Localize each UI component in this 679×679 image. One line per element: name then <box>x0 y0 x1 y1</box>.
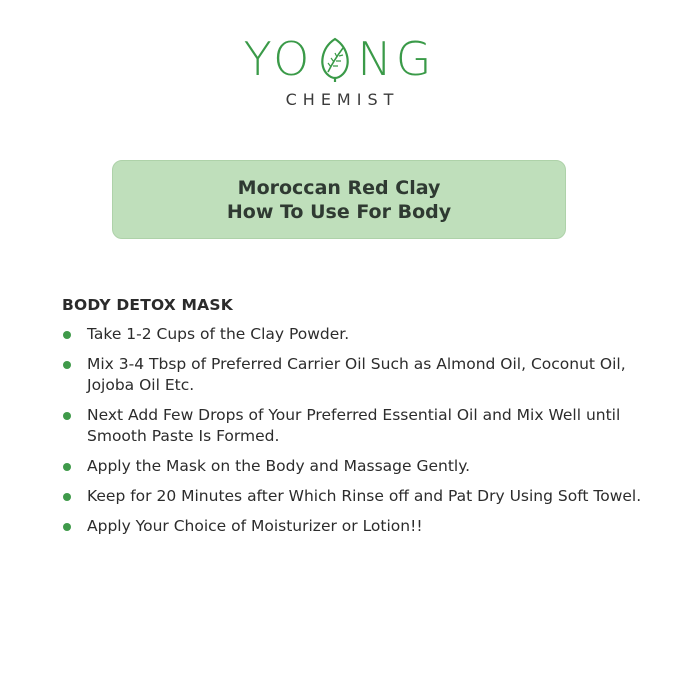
bullet-icon <box>63 361 71 369</box>
list-item <box>62 354 652 396</box>
section-heading: BODY DETOX MASK <box>62 296 233 314</box>
list-item <box>62 456 652 477</box>
step-text: Take 1-2 Cups of the Clay Powder. <box>87 325 350 343</box>
brand-wordmark <box>0 34 679 84</box>
brand-logo <box>0 34 679 109</box>
list-item <box>62 405 652 447</box>
brand-name-right: NG <box>357 32 436 86</box>
title-line-2: How To Use For Body <box>226 200 452 223</box>
step-text: Apply Your Choice of Moisturizer or Lotion!! <box>87 517 423 535</box>
bullet-icon <box>63 463 71 471</box>
bullet-icon <box>63 331 71 339</box>
title-line-1: Moroccan Red Clay <box>237 176 441 199</box>
title-banner <box>112 160 566 239</box>
step-text: Keep for 20 Minutes after Which Rinse off and Pat Dry Using Soft Towel. <box>87 487 642 505</box>
brand-name-left: YO <box>243 32 314 86</box>
bullet-icon <box>63 523 71 531</box>
list-item <box>62 324 652 345</box>
steps-list <box>62 324 652 537</box>
step-text: Apply the Mask on the Body and Massage Gently. <box>87 457 471 475</box>
brand-subtitle: CHEMIST <box>285 90 400 109</box>
list-item <box>62 516 652 537</box>
bullet-icon <box>63 412 71 420</box>
instructions-section <box>62 296 652 546</box>
step-text: Next Add Few Drops of Your Preferred Essential Oil and Mix Well until Smooth Paste Is Formed. <box>87 406 621 445</box>
bullet-icon <box>63 493 71 501</box>
list-item <box>62 486 652 507</box>
step-text: Mix 3-4 Tbsp of Preferred Carrier Oil Such as Almond Oil, Coconut Oil, Jojoba Oil Etc. <box>87 355 626 394</box>
leaf-icon <box>317 36 353 82</box>
